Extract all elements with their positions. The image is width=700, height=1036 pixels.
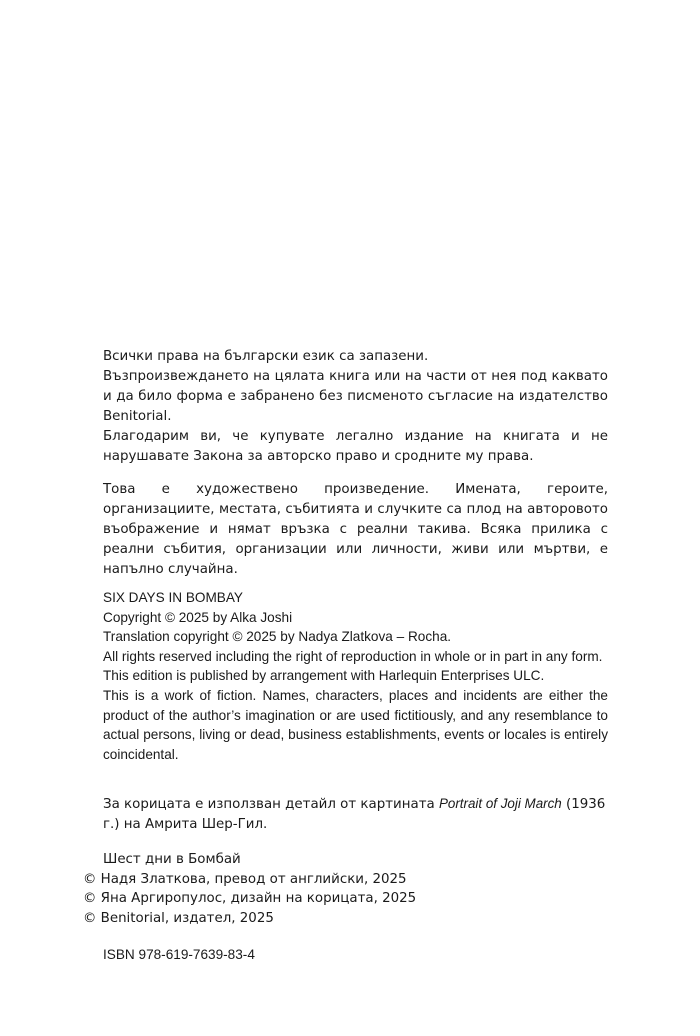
painting-title: Portrait of Joji March xyxy=(438,796,562,811)
rights-reserved: All rights reserved including the right of reproduction in whole or in part in any form. xyxy=(103,648,603,664)
arrangement-note: This edition is published by arrangement with Harlequin Enterprises ULC. xyxy=(103,668,545,684)
cover-note-text xyxy=(103,794,608,835)
designer-credit: © Яна Аргиропулос, дизайн на корицата, 2025 xyxy=(83,891,417,907)
cover-note-prefix: За корицата е използван детайл от картината xyxy=(103,797,439,812)
isbn: ISBN 978-619-7639-83-4 xyxy=(103,947,255,962)
original-title: SIX DAYS IN BOMBAY xyxy=(103,590,243,605)
cover-note xyxy=(103,794,608,835)
fiction-notice xyxy=(103,480,608,580)
cover-note-suffix: (1936 г.) на Амрита Шер-Гил. xyxy=(103,797,606,832)
fiction-notice-text: Това е художествено произведение. Имената, героите, организациите, местата, събитията и случките са плод на авторовото въображение и нямат връзка с реални такива. Всяка прилика с реални събития, организации или личности, живи или мъртви, е напълно случайна. xyxy=(103,482,608,577)
translator-credit: © Надя Златкова, превод от английски, 2025 xyxy=(83,871,407,887)
author-copyright: Copyright © 2025 by Alka Joshi xyxy=(103,609,293,625)
credits-section xyxy=(83,850,608,928)
bulgarian-title: Шест дни в Бомбай xyxy=(103,852,241,867)
rights-line-reproduction: Възпроизвеждането на цялата книга или на части от нея под каквато и да било форма е забранено без писменото съгласие на издателство Benitorial. xyxy=(103,369,608,424)
english-copyright-section xyxy=(103,588,608,764)
publisher-credit: © Benitorial, издател, 2025 xyxy=(83,910,274,926)
fiction-disclaimer: This is a work of fiction. Names, characters, places and incidents are either the product of the author’s imagination or are used fictitiously, and any resemblance to actual persons, living or dead, business establishments, events or locales is entirely coincidental. xyxy=(103,687,608,762)
rights-section xyxy=(103,347,608,467)
rights-line-reserved: Всички права на български език са запазени. xyxy=(103,349,429,364)
rights-line-thanks: Благодарим ви, че купувате легално издание на книгата и не нарушавате Закона за авторско право и сродните му права. xyxy=(103,429,608,464)
translation-copyright: Translation copyright © 2025 by Nadya Zlatkova – Rocha. xyxy=(103,629,452,645)
